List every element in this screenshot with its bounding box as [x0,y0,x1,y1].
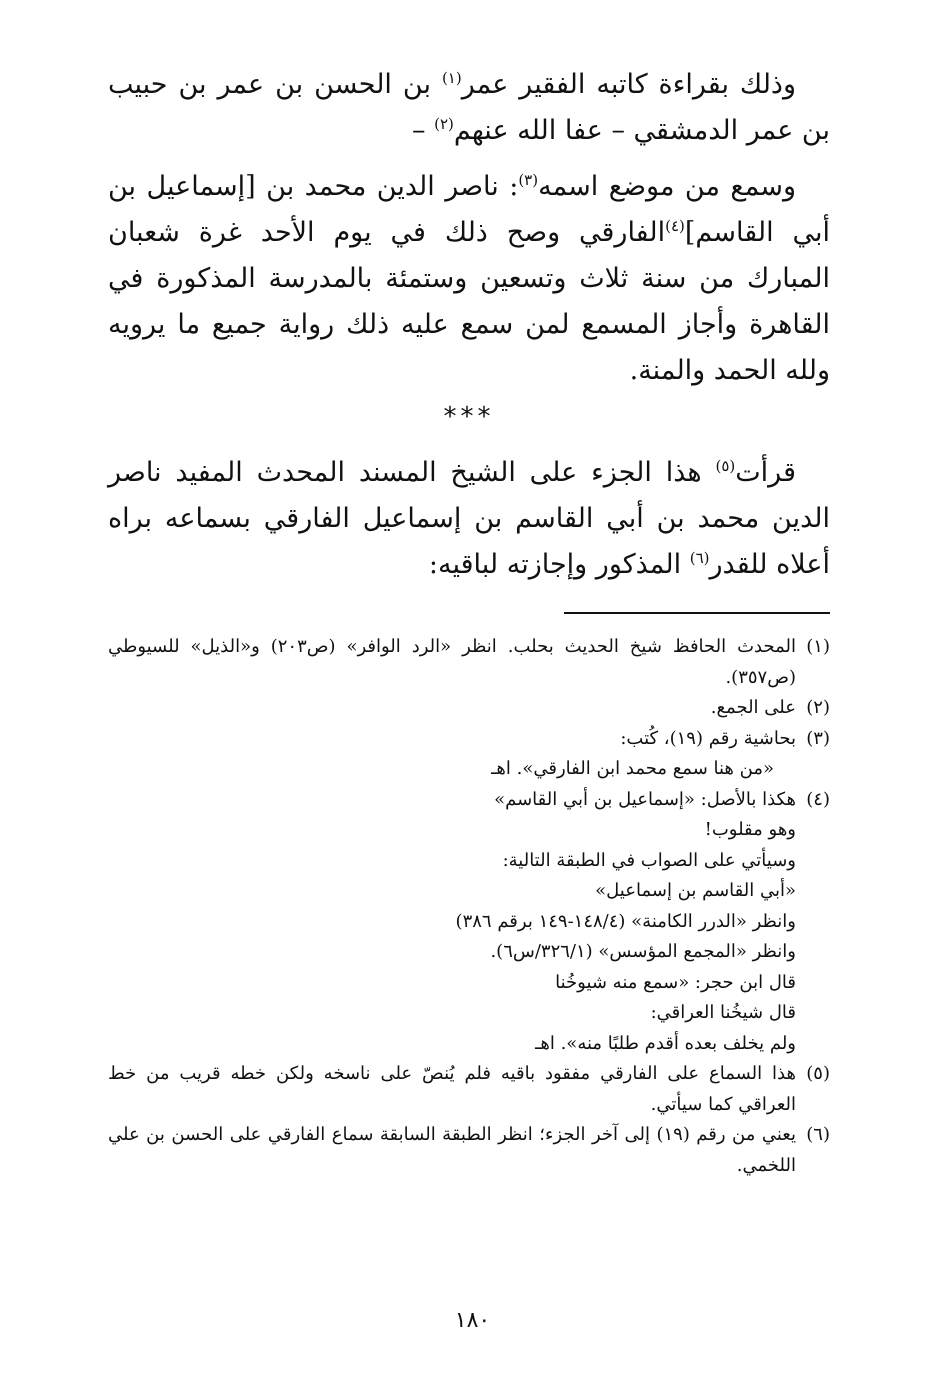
main-text [108,62,830,588]
footnote-ref-2[interactable]: (٢) [434,115,454,133]
paragraph-1-text-c: – [412,115,435,146]
footnote-body [108,724,796,785]
footnote-line: قال شيخُنا العراقي: [650,1002,796,1023]
footnote-line: وانظر «المجمع المؤسس» (٣٢٦/١/س٦). [490,941,796,962]
footnote-line: بحاشية رقم (١٩)، كُتب: [620,727,796,749]
footnote-number: (٣) [806,727,830,749]
footnote-number: (٤) [806,788,830,810]
footnote-body [108,632,796,693]
paragraph-1 [108,62,830,154]
footnote-2 [108,693,830,724]
footnote-divider [564,612,830,614]
footnote-6 [108,1120,830,1181]
section-separator: *** [443,402,495,432]
paragraph-3-text-c: المذكور وإجازته لباقيه: [428,549,690,580]
footnote-line: وانظر «الدرر الكامنة» (١٤٨/٤-١٤٩ برقم ٣٨٦) [455,910,796,932]
footnote-5 [108,1059,830,1120]
page-number: ١٨٠ [454,1308,491,1333]
footnote-line: يعني من رقم (١٩) إلى آخر الجزء؛ انظر الطبقة السابقة سماع الفارقي على الحسن بن علي اللخمي. [108,1124,796,1176]
paragraph-3-text-a: قرأت [735,457,796,488]
footnote-body [108,1120,796,1181]
footnote-ref-1[interactable]: (١) [441,69,462,87]
paragraph-1-text-a: وذلك بقراءة كاتبه الفقير عمر [461,69,796,100]
footnote-line: قال ابن حجر: «سمع منه شيوخُنا [555,971,796,993]
footnote-line: هذا السماع على الفارقي مفقود باقيه فلم يُنصّ على ناسخه ولكن خطه قريب من خط العراقي كما سيأتي. [108,1063,796,1115]
footnote-1 [108,632,830,693]
paragraph-2-text-c: الفارقي وصح ذلك في يوم الأحد غرة شعبان المبارك من سنة ثلاث وتسعين وستمئة بالمدرسة المذكورة في القاهرة وأجاز المسمع لمن سمع عليه ذلك رواية جميع ما يرويه ولله الحمد والمنة. [108,217,830,386]
footnote-ref-3[interactable]: (٣) [518,171,539,189]
footnote-number: (٦) [806,1124,830,1145]
footnote-3 [108,724,830,785]
footnote-line: «أبي القاسم بن إسماعيل» [595,880,796,901]
footnote-ref-6[interactable]: (٦) [689,549,710,567]
footnote-body [108,1059,796,1120]
paragraph-2 [108,164,830,394]
footnote-4 [108,785,830,1060]
paragraph-2-text-a: وسمع من موضع اسمه [538,171,796,202]
footnote-line: المحدث الحافظ شيخ الحديث بحلب. انظر «الرد الوافر» (ص٢٠٣) و«الذيل» للسيوطي (ص٣٥٧). [108,636,796,688]
footnote-body [108,693,796,724]
footnote-line: هكذا بالأصل: «إسماعيل بن أبي القاسم» [494,788,796,810]
footnote-ref-5[interactable]: (٥) [715,457,736,475]
footnote-line: وسيأتي على الصواب في الطبقة التالية: [502,849,796,871]
footnotes [108,632,830,1181]
footnote-number: (٢) [806,697,830,718]
footnote-line: وهو مقلوب! [704,819,796,840]
paragraph-3 [108,450,830,588]
footnote-line: «من هنا سمع محمد ابن الفارقي». اهـ [491,758,774,779]
footnote-body [108,785,796,1060]
paragraph-3-text-b: هذا الجزء على الشيخ المسند المحدث المفيد ناصر الدين محمد بن أبي القاسم بن إسماعيل الفارقي بسماعه براه أعلاه للقدر [108,457,830,580]
paragraph-1-text-b: بن الحسن بن عمر بن حبيب بن عمر الدمشقي – عفا الله عنهم [108,69,830,146]
paragraph-2-text-b: : ناصر الدين محمد بن [إسماعيل بن أبي القاسم] [108,171,831,248]
footnote-number: (٥) [806,1063,830,1084]
main-body [108,62,830,588]
footnote-ref-4[interactable]: (٤) [665,217,685,235]
footnote-number: (١) [806,636,830,657]
footnote-line: ولم يخلف بعده أقدم طلبًا منه». اهـ [535,1032,796,1054]
footnote-line: على الجمع. [710,697,796,718]
